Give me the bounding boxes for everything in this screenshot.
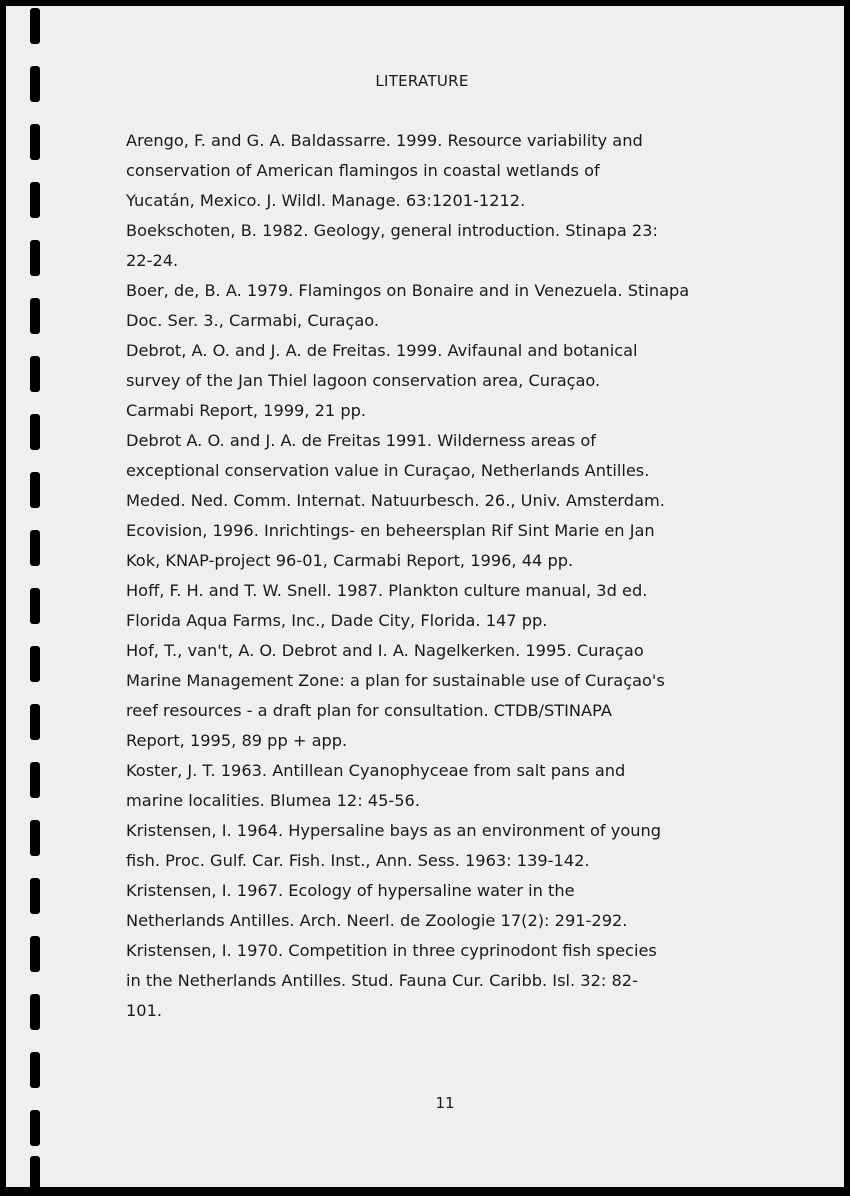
reference-line: Florida Aqua Farms, Inc., Dade City, Florida. 147 pp. [126, 611, 548, 630]
binding-hole [30, 356, 40, 392]
reference-entry [126, 936, 716, 1026]
reference-line: Hof, T., van't, A. O. Debrot and I. A. Nagelkerken. 1995. Curaçao [126, 641, 644, 660]
reference-entry [126, 216, 716, 276]
reference-line: Boekschoten, B. 1982. Geology, general introduction. Stinapa 23: [126, 221, 658, 240]
binding-hole [30, 530, 40, 566]
reference-line: Boer, de, B. A. 1979. Flamingos on Bonaire and in Venezuela. Stinapa [126, 281, 690, 300]
reference-entry [126, 636, 716, 756]
reference-line: Kristensen, I. 1967. Ecology of hypersaline water in the [126, 881, 575, 900]
reference-entry [126, 576, 716, 636]
reference-line: Debrot A. O. and J. A. de Freitas 1991. Wilderness areas of [126, 431, 596, 450]
reference-line: survey of the Jan Thiel lagoon conservation area, Curaçao. [126, 371, 601, 390]
reference-line: conservation of American flamingos in coastal wetlands of [126, 161, 600, 180]
reference-line: in the Netherlands Antilles. Stud. Fauna Cur. Caribb. Isl. 32: 82- [126, 971, 638, 990]
reference-line: Kristensen, I. 1970. Competition in three cyprinodont fish species [126, 941, 657, 960]
reference-entry [126, 276, 716, 336]
binding-hole [30, 182, 40, 218]
reference-line: Carmabi Report, 1999, 21 pp. [126, 401, 367, 420]
reference-line: Debrot, A. O. and J. A. de Freitas. 1999. Avifaunal and botanical [126, 341, 638, 360]
binding-hole [30, 1156, 40, 1187]
reference-line: Koster, J. T. 1963. Antillean Cyanophyceae from salt pans and [126, 761, 626, 780]
reference-line: Doc. Ser. 3., Carmabi, Curaçao. [126, 311, 380, 330]
reference-line: Meded. Ned. Comm. Internat. Natuurbesch. 26., Univ. Amsterdam. [126, 491, 665, 510]
reference-line: fish. Proc. Gulf. Car. Fish. Inst., Ann. Sess. 1963: 139-142. [126, 851, 590, 870]
binding-hole [30, 414, 40, 450]
binding-hole [30, 936, 40, 972]
reference-line: Yucatán, Mexico. J. Wildl. Manage. 63:1201-1212. [126, 191, 526, 210]
binding-hole [30, 472, 40, 508]
reference-line: 22-24. [126, 251, 179, 270]
binding-hole [30, 994, 40, 1030]
binding-hole [30, 704, 40, 740]
binding-hole [30, 762, 40, 798]
spiral-binding [6, 6, 46, 1187]
reference-entry [126, 336, 716, 426]
reference-line: Marine Management Zone: a plan for sustainable use of Curaçao's [126, 671, 665, 690]
reference-entry [126, 516, 716, 576]
reference-line: reef resources - a draft plan for consultation. CTDB/STINAPA [126, 701, 612, 720]
reference-line: Report, 1995, 89 pp + app. [126, 731, 348, 750]
reference-line: 101. [126, 1001, 163, 1020]
reference-line: Arengo, F. and G. A. Baldassarre. 1999. Resource variability and [126, 131, 643, 150]
reference-entry [126, 816, 716, 876]
binding-hole [30, 878, 40, 914]
binding-hole [30, 240, 40, 276]
binding-hole [30, 8, 40, 44]
reference-entry [126, 876, 716, 936]
reference-line: Kristensen, I. 1964. Hypersaline bays as an environment of young [126, 821, 662, 840]
page-title: LITERATURE [375, 72, 469, 90]
reference-entry [126, 426, 716, 516]
binding-hole [30, 298, 40, 334]
reference-line: marine localities. Blumea 12: 45-56. [126, 791, 420, 810]
reference-line: Kok, KNAP-project 96-01, Carmabi Report, 1996, 44 pp. [126, 551, 574, 570]
reference-list [126, 126, 716, 1026]
binding-hole [30, 646, 40, 682]
reference-line: exceptional conservation value in Curaçao, Netherlands Antilles. [126, 461, 650, 480]
reference-entry [126, 756, 716, 816]
binding-hole [30, 124, 40, 160]
binding-hole [30, 588, 40, 624]
reference-line: Hoff, F. H. and T. W. Snell. 1987. Plankton culture manual, 3d ed. [126, 581, 648, 600]
binding-hole [30, 1110, 40, 1146]
reference-line: Ecovision, 1996. Inrichtings- en beheersplan Rif Sint Marie en Jan [126, 521, 655, 540]
reference-entry [126, 126, 716, 216]
document-page [6, 6, 844, 1187]
reference-line: Netherlands Antilles. Arch. Neerl. de Zoologie 17(2): 291-292. [126, 911, 628, 930]
page-number: 11 [435, 1094, 455, 1112]
binding-hole [30, 1052, 40, 1088]
binding-hole [30, 820, 40, 856]
